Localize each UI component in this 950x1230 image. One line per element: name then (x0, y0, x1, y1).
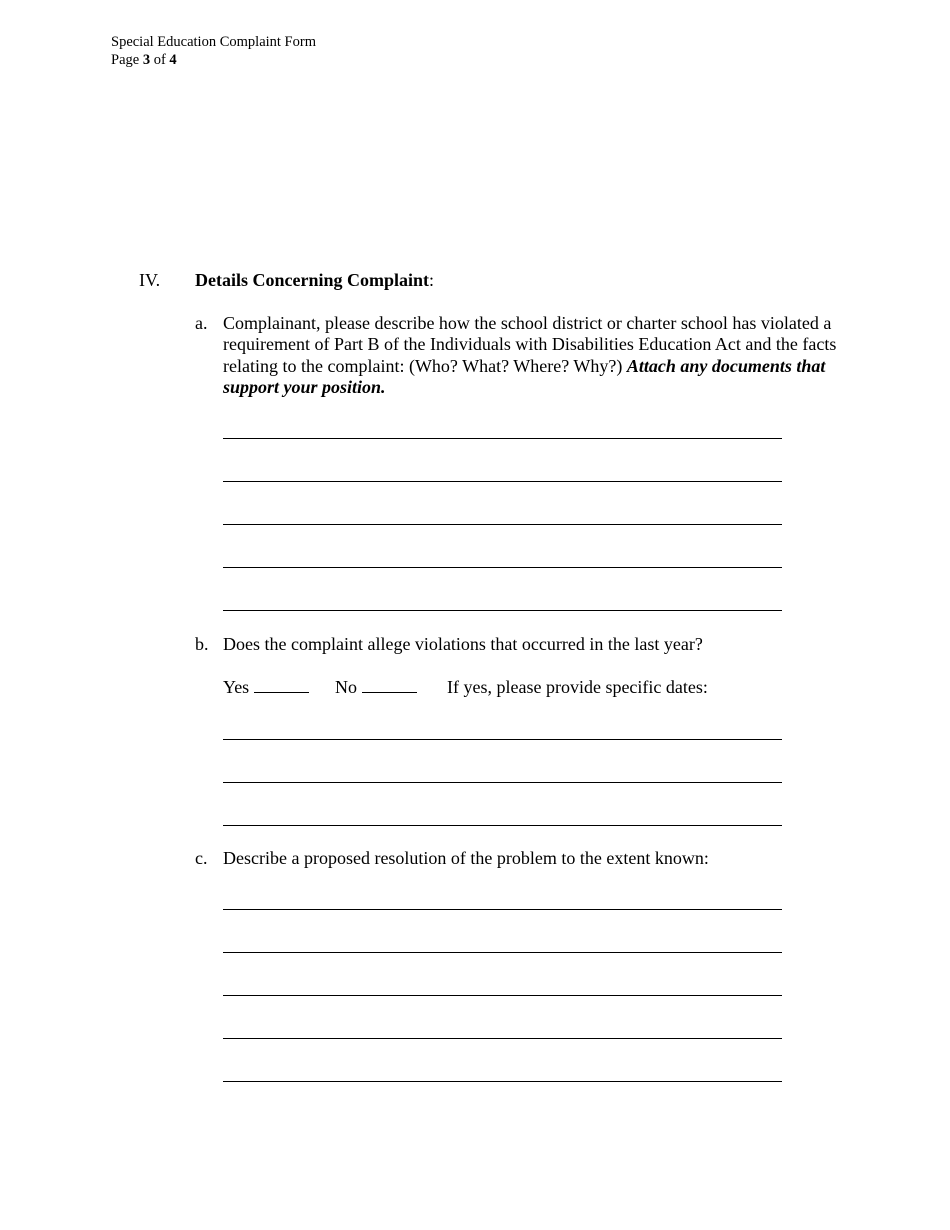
question-b-text: Does the complaint allege violations that occurred in the last year? (223, 634, 703, 654)
question-c-text: Describe a proposed resolution of the problem to the extent known: (223, 848, 709, 868)
section-title: Details Concerning Complaint (195, 270, 429, 290)
answer-line-b-3[interactable] (223, 825, 782, 826)
answer-line-a-2[interactable] (223, 481, 782, 482)
answer-line-a-3[interactable] (223, 524, 782, 525)
answer-line-b-2[interactable] (223, 782, 782, 783)
section-numeral: IV. (139, 270, 161, 290)
answer-line-c-2[interactable] (223, 952, 782, 953)
yes-blank[interactable] (254, 678, 309, 693)
answer-line-c-5[interactable] (223, 1081, 782, 1082)
question-a-text: Complainant, please describe how the school district or charter school has violated a requirement of Part B of the Individuals with Disabilities Education Act and the facts relating to the complaint: (Who? What? Where? Why?) Attach any documents that support your position. (223, 313, 837, 397)
section-title-wrap: Details Concerning Complaint: (195, 270, 435, 290)
answer-line-c-1[interactable] (223, 909, 782, 910)
answer-line-c-3[interactable] (223, 995, 782, 996)
answer-line-a-4[interactable] (223, 567, 782, 568)
question-a-letter: a. (195, 313, 208, 333)
answer-line-b-1[interactable] (223, 739, 782, 740)
no-label: No (335, 677, 357, 697)
no-field (335, 676, 417, 698)
page-number: Page 3 of 4 (111, 52, 177, 68)
page-header (111, 33, 316, 69)
form-title: Special Education Complaint Form (111, 34, 316, 50)
question-c-letter: c. (195, 848, 208, 868)
yes-label: Yes (223, 677, 250, 697)
yes-field (223, 676, 309, 698)
question-b-letter: b. (195, 634, 209, 654)
answer-line-a-1[interactable] (223, 438, 782, 439)
no-blank[interactable] (362, 678, 417, 693)
answer-line-a-5[interactable] (223, 610, 782, 611)
answer-line-c-4[interactable] (223, 1038, 782, 1039)
dates-prompt: If yes, please provide specific dates: (447, 677, 708, 697)
question-a-emphasis: Attach any documents that support your position. (223, 355, 826, 397)
